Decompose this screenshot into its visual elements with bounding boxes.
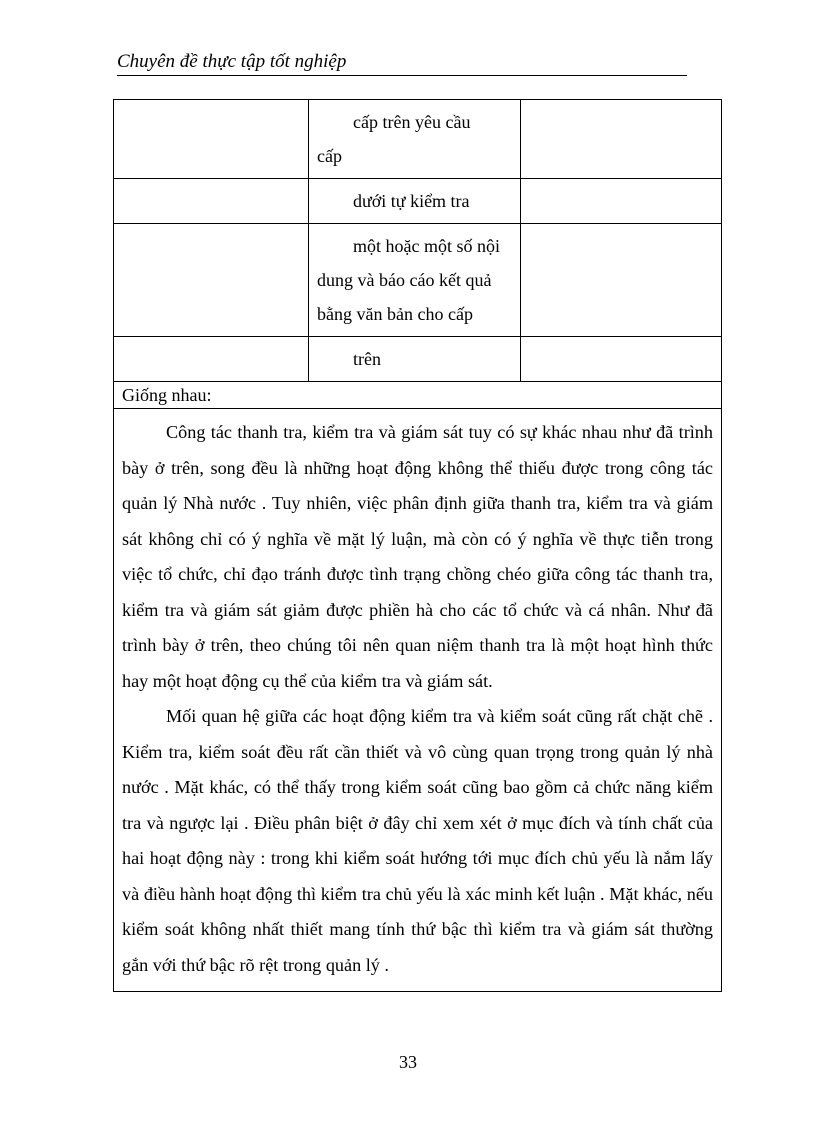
table-cell-left bbox=[114, 100, 309, 179]
table-cell-right bbox=[521, 224, 722, 337]
table-cell-middle bbox=[309, 100, 521, 179]
paragraph-cell bbox=[114, 409, 722, 992]
body-paragraph: Công tác thanh tra, kiểm tra và giám sát tuy có sự khác nhau như đã trình bày ở trên, song đều là những hoạt động không thể thiếu được trong công tác quản lý Nhà nước . Tuy nhiên, việc phân định giữa thanh tra, kiểm tra và giám sát không chỉ có ý nghĩa về mặt lý luận, mà còn có ý nghĩa về thực tiễn trong việc tổ chức, chỉ đạo tránh được tình trạng chồng chéo giữa công tác thanh tra, kiểm tra và giám sát giảm được phiền hà cho các tổ chức và cá nhân. Như đã trình bày ở trên, theo chúng tôi nên quan niệm thanh tra là một hoạt hình thức hay một hoạt động cụ thể của kiểm tra và giám sát. bbox=[122, 422, 713, 691]
cell-line: bằng văn bản cho cấp bbox=[317, 304, 473, 324]
cell-line: cấp bbox=[317, 146, 343, 166]
cell-line: dưới tự kiểm tra bbox=[353, 191, 470, 211]
cell-line: trên bbox=[353, 349, 382, 369]
table-cell-left bbox=[114, 179, 309, 224]
table-row bbox=[114, 337, 722, 382]
cell-line: cấp trên yêu cầu bbox=[353, 112, 471, 132]
cell-line: dung và báo cáo kết quả bbox=[317, 270, 492, 290]
body-paragraph: Mối quan hệ giữa các hoạt động kiểm tra và kiểm soát cũng rất chặt chẽ . Kiểm tra, kiểm soát đều rất cần thiết và vô cùng quan trọng trong quản lý nhà nước . Mặt khác, có thể thấy trong kiểm soát cũng bao gồm cả chức năng kiểm tra và ngược lại . Điều phân biệt ở đây chỉ xem xét ở mục đích và tính chất của hai hoạt động này : trong khi kiểm soát hướng tới mục đích chủ yếu là nắm lấy và điều hành hoạt động thì kiểm tra chủ yếu là xác minh kết luận . Mặt khác, nếu kiểm soát không nhất thiết mang tính thứ bậc thì kiểm tra và giám sát thường gắn với thứ bậc rõ rệt trong quản lý . bbox=[122, 706, 713, 975]
cell-line: một hoặc một số nội bbox=[353, 236, 501, 256]
table-row bbox=[114, 100, 722, 179]
page-header: Chuyên đề thực tập tốt nghiệp bbox=[117, 50, 687, 76]
table-cell-middle bbox=[309, 224, 521, 337]
table-row bbox=[114, 409, 722, 992]
table-row bbox=[114, 179, 722, 224]
table-cell-right bbox=[521, 179, 722, 224]
table-cell-left bbox=[114, 224, 309, 337]
table-cell-middle bbox=[309, 337, 521, 382]
comparison-table bbox=[113, 99, 722, 992]
table-row bbox=[114, 224, 722, 337]
table-cell-right bbox=[521, 100, 722, 179]
table-cell-middle bbox=[309, 179, 521, 224]
page-number: 33 bbox=[399, 1052, 417, 1072]
table-cell-left bbox=[114, 337, 309, 382]
similarity-label: Giống nhau: bbox=[114, 382, 722, 409]
table-row bbox=[114, 382, 722, 409]
table-cell-right bbox=[521, 337, 722, 382]
